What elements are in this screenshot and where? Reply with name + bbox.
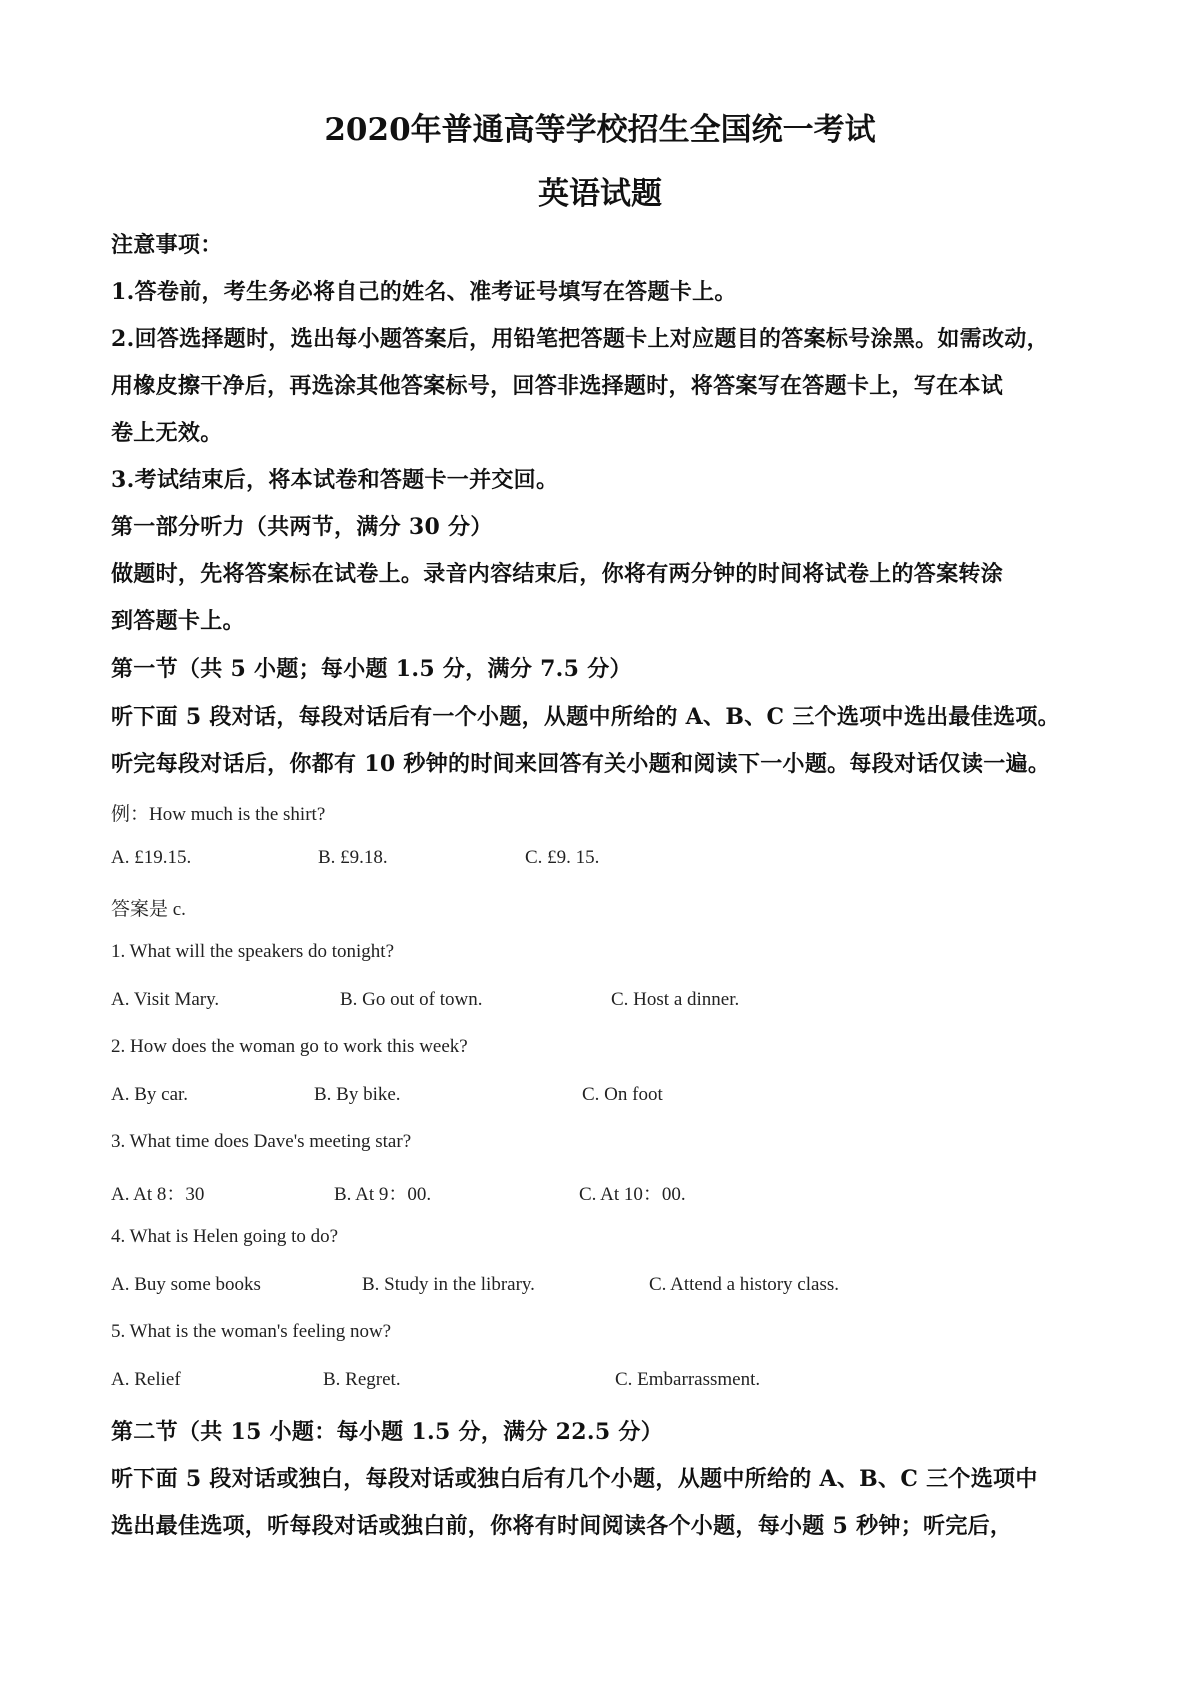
question-1: 1. What will the speakers do tonight? <box>111 941 395 962</box>
notice-item-1: 1.答卷前，考生务必将自己的姓名、准考证号填写在答题卡上。 <box>111 279 737 305</box>
question-3-option-a: A. At 8：30 <box>111 1184 205 1205</box>
exam-title: 2020年普通高等学校招生全国统一考试 <box>324 112 876 148</box>
question-1-option-c: C. Host a dinner. <box>611 989 740 1010</box>
notice-item-3: 3.考试结束后，将本试卷和答题卡一并交回。 <box>111 467 559 493</box>
question-4-option-c: C. Attend a history class. <box>649 1274 839 1295</box>
section1-instruction-line-2: 听完每段对话后，你都有 10 秒钟的时间来回答有关小题和阅读下一小题。每段对话仅读一遍。 <box>111 751 1051 777</box>
example-option-a: A. £19.15. <box>111 847 192 868</box>
question-4-option-b: B. Study in the library. <box>362 1274 535 1295</box>
example-option-b: B. £9.18. <box>318 847 388 868</box>
notice-item-2-line-1: 2.回答选择题时，选出每小题答案后，用铅笔把答题卡上对应题目的答案标号涂黑。如需改动， <box>111 326 1049 352</box>
question-4-option-a: A. Buy some books <box>111 1274 261 1295</box>
notice-item-2-line-2: 用橡皮擦干净后，再选涂其他答案标号，回答非选择题时，将答案写在答题卡上，写在本试 <box>111 373 1004 399</box>
question-1-option-a: A. Visit Mary. <box>111 989 220 1010</box>
part1-instruction-line-2: 到答题卡上。 <box>111 608 245 634</box>
question-4: 4. What is Helen going to do? <box>111 1226 339 1247</box>
notice-item-2-line-3: 卷上无效。 <box>111 420 223 446</box>
question-5-option-c: C. Embarrassment. <box>615 1369 761 1390</box>
question-2-option-b: B. By bike. <box>314 1084 401 1105</box>
exam-subtitle: 英语试题 <box>538 176 662 212</box>
section1-heading: 第一节（共 5 小题；每小题 1.5 分，满分 7.5 分） <box>111 656 632 682</box>
example-question: 例：How much is the shirt? <box>111 804 326 825</box>
example-answer: 答案是 c. <box>111 899 186 920</box>
part1-instruction-line-1: 做题时，先将答案标在试卷上。录音内容结束后，你将有两分钟的时间将试卷上的答案转涂 <box>111 561 1004 587</box>
section1-instruction-line-1: 听下面 5 段对话，每段对话后有一个小题，从题中所给的 A、B、C 三个选项中选出最佳选项。 <box>111 704 1060 730</box>
question-5-option-a: A. Relief <box>111 1369 181 1390</box>
question-3-option-b: B. At 9：00. <box>334 1184 432 1205</box>
section2-heading: 第二节（共 15 小题：每小题 1.5 分，满分 22.5 分） <box>111 1419 664 1445</box>
section2-instruction-line-2: 选出最佳选项，听每段对话或独白前，你将有时间阅读各个小题，每小题 5 秒钟；听完后， <box>111 1513 1013 1539</box>
part1-heading: 第一部分听力（共两节，满分 30 分） <box>111 514 493 540</box>
question-2-option-a: A. By car. <box>111 1084 189 1105</box>
question-2-option-c: C. On foot <box>582 1084 663 1105</box>
question-3: 3. What time does Dave's meeting star? <box>111 1131 412 1152</box>
section2-instruction-line-1: 听下面 5 段对话或独白，每段对话或独白后有几个小题，从题中所给的 A、B、C 三个选项中 <box>111 1466 1038 1492</box>
question-3-option-c: C. At 10：00. <box>579 1184 686 1205</box>
example-option-c: C. £9. 15. <box>525 847 600 868</box>
question-1-option-b: B. Go out of town. <box>340 989 483 1010</box>
question-2: 2. How does the woman go to work this week? <box>111 1036 468 1057</box>
question-5-option-b: B. Regret. <box>323 1369 401 1390</box>
question-5: 5. What is the woman's feeling now? <box>111 1321 392 1342</box>
notice-heading: 注意事项： <box>111 232 223 258</box>
